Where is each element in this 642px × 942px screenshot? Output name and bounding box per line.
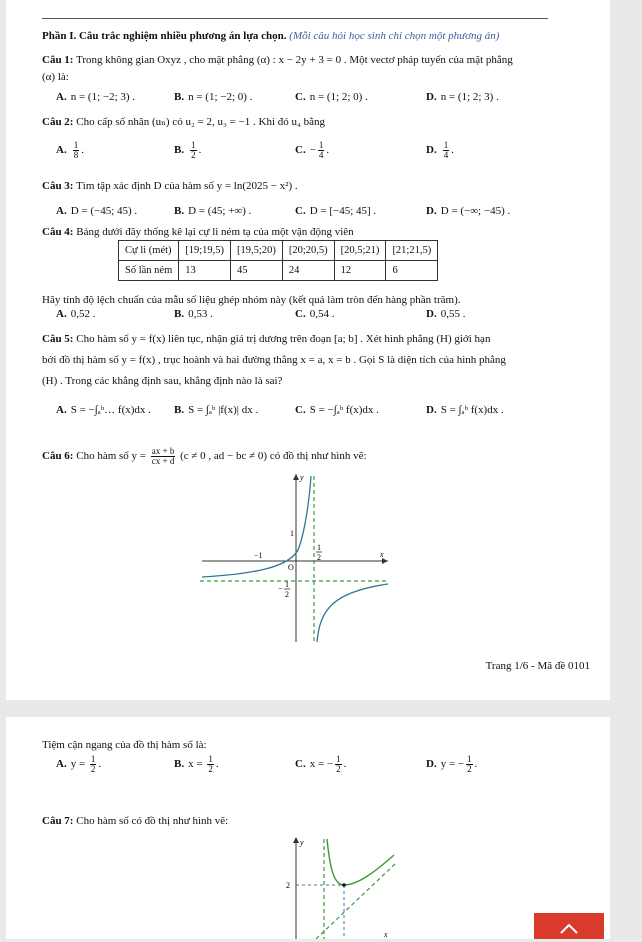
q2-option-b[interactable]: B. $\frac{1}{2}$ . [174,140,202,160]
q4-option-b[interactable]: B. 0,53 . [174,308,213,320]
q5-option-b[interactable]: B. S = ∫ₐᵇ |f(x)| dx . [174,404,259,416]
q2-option-a[interactable]: A. $\frac{1}{8}$ . [56,140,84,160]
q7-min-point [342,883,346,887]
part-title: Phần I. Câu trắc nghiệm nhiều phương án lựa chọn. [42,30,287,42]
table-row: Số lần ném 13 45 24 12 6 [119,261,438,281]
q6-fraction: $\frac{ax + b}{cx + d}$ [151,446,175,466]
q2-option-d[interactable]: D. $\frac{1}{4}$ . [426,140,454,160]
q5-option-c[interactable]: C. S = −∫ₐᵇ f(x)dx . [295,404,379,416]
q4-stem-2: Hãy tính độ lệch chuẩn của mẫu số liệu ghép nhóm này (kết quả làm tròn đến hàng phần trăm). [42,294,461,306]
q4-option-a[interactable]: A. 0,52 . [56,308,96,320]
svg-text:2: 2 [286,881,290,890]
q7-oblique-asymptote [316,863,396,939]
page-footer: Trang 1/6 - Mã đề 0101 [485,660,590,672]
svg-text:2: 2 [317,553,321,562]
svg-text:1: 1 [317,543,321,552]
q4-stem: Câu 4: Bảng dưới đây thống kê lại cự li ném tạ của một vận động viên [42,226,354,238]
q7-curve [327,839,394,885]
table-row: Cự li (mét) [19;19,5) [19,5;20) [20;20,5) [20,5;21) [21;21,5) [119,241,438,261]
q1-option-a[interactable]: A. n = (1; −2; 3) . [56,91,136,103]
exam-page-1 [6,0,610,700]
q3-option-d[interactable]: D. D = (−∞; −45) . [426,205,511,217]
q1-stem: Câu 1: Trong không gian Oxyz , cho mặt phẳng (α) : x − 2y + 3 = 0 . Một vectơ pháp tuyến của mặt phẳng [42,54,513,66]
q6-option-a[interactable]: A. y = $\frac{1}{2}$ . [56,754,102,774]
q6-option-b[interactable]: B. x = $\frac{1}{2}$ . [174,754,219,774]
chevron-up-icon [534,913,604,939]
svg-text:y: y [300,473,304,482]
q6-curve-right [317,584,388,642]
q4-option-d[interactable]: D. 0,55 . [426,308,466,320]
svg-text:−1: −1 [254,551,263,560]
q6-cont-stem: Tiệm cận ngang của đồ thị hàm số là: [42,739,207,751]
q2-stem: Câu 2: Cho cấp số nhân (uₙ) có u₂ = 2, u₃ = −1 . Khi đó u₄ bằng [42,116,325,128]
q6-option-d[interactable]: D. y = − $\frac{1}{2}$ . [426,754,478,774]
q4-option-c[interactable]: C. 0,54 . [295,308,335,320]
svg-text:2: 2 [285,590,289,599]
q5-stem-2: bởi đồ thị hàm số y = f(x) , trục hoành và hai đường thẳng x = a, x = b . Gọi S là diện tích của hình phẳng [42,354,506,366]
svg-text:1: 1 [290,529,294,538]
scroll-top-button[interactable] [534,913,604,939]
q1-stem-2: (α) là: [42,71,69,83]
q5-stem-3: (H) . Trong các khẳng định sau, khẳng định nào là sai? [42,375,283,387]
q6-curve-left [202,476,311,577]
q5-option-a[interactable]: A. S = −∫ₐᵇ… f(x)dx . [56,404,151,416]
q2-option-c[interactable]: C. − $\frac{1}{4}$ . [295,140,330,160]
svg-text:x: x [384,930,388,939]
q6-option-c[interactable]: C. x = − $\frac{1}{2}$ . [295,754,347,774]
q1-option-b[interactable]: B. n = (1; −2; 0) . [174,91,253,103]
top-rule [42,18,548,19]
svg-text:O: O [288,563,294,572]
q3-option-a[interactable]: A. D = (−45; 45) . [56,205,138,217]
q3-option-c[interactable]: C. D = [−45; 45] . [295,205,377,217]
svg-text:y: y [300,838,304,847]
q5-stem: Câu 5: Cho hàm số y = f(x) liên tục, nhận giá trị dương trên đoạn [a; b] . Xét hình phẳng (H) giới hạn [42,333,491,345]
q7-y-arrow [293,837,299,843]
q3-stem: Câu 3: Tìm tập xác định D của hàm số y = ln(2025 − x²) . [42,180,298,192]
q3-option-b[interactable]: B. D = (45; +∞) . [174,205,252,217]
q6-stem: Câu 6: Cho hàm số y = $\frac{ax + b}{cx + d}$ (c ≠ 0 , ad − bc ≠ 0) có đồ thị như hình vẽ: [42,446,367,466]
part-heading [42,30,499,43]
svg-text:−: − [278,584,283,593]
q5-option-d[interactable]: D. S = ∫ₐᵇ f(x)dx . [426,404,504,416]
q6-y-arrow [293,474,299,480]
part-note: (Mỗi câu hỏi học sinh chỉ chọn một phương án) [289,30,500,42]
q1-option-d[interactable]: D. n = (1; 2; 3) . [426,91,499,103]
q1-option-c[interactable]: C. n = (1; 2; 0) . [295,91,368,103]
q7-graph [276,835,406,939]
q4-table [118,240,438,281]
svg-text:x: x [380,550,384,559]
q7-stem: Câu 7: Cho hàm số có đồ thị như hình vẽ: [42,815,229,827]
q6-graph [192,470,392,645]
exam-page-2 [6,717,610,939]
svg-text:1: 1 [285,580,289,589]
